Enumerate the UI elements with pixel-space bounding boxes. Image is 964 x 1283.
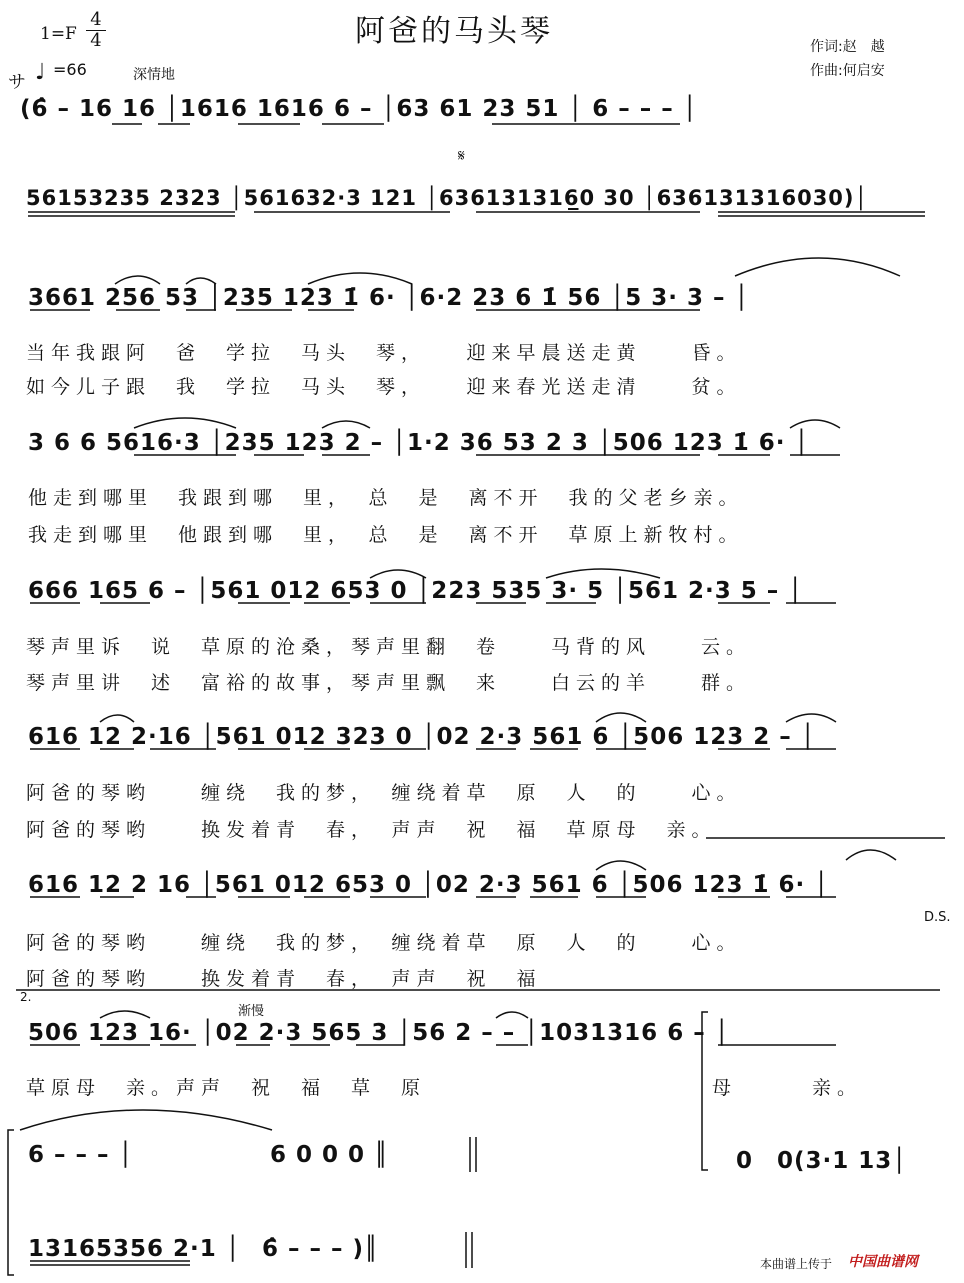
quarter-note-icon: ♩ bbox=[35, 60, 46, 85]
ritardando-marking: 渐慢 bbox=[238, 1004, 265, 1019]
lyric-row-5a: 琴声里诉 说 草原的沧桑，琴声里翻 卷 马背的风 云。 bbox=[26, 636, 752, 658]
score-row-10a: 13165356 2·1 │ bbox=[28, 1236, 241, 1262]
lyric-row-4a: 他走到哪里 我跟到哪 里， 总 是 离不开 我的父老乡亲。 bbox=[28, 487, 744, 509]
score-row-3: 3661 256 53 │235 123 1̇ 6· │6·2 23 6 1̇ 56 │5 3· 3 – │ bbox=[28, 285, 750, 311]
score-row-4: 3 6 6 5616·3 │235 123 2 – │1·2 36 53 2 3 │506 123 1̇ 6· │ bbox=[28, 430, 810, 456]
lyric-row-6b: 阿爸的琴哟 换发着青 春， 声声 祝 福 草原母 亲。 bbox=[26, 819, 717, 841]
meter-top: 4 bbox=[90, 9, 102, 30]
lyric-row-3a: 当年我跟阿 爸 学拉 马头 琴， 迎来早晨送走黄 昏。 bbox=[26, 342, 742, 364]
lyricist-credit: 作词:赵 越 bbox=[810, 39, 885, 55]
lyric-row-7a: 阿爸的琴哟 缠绕 我的梦， 缠绕着草 原 人 的 心。 bbox=[26, 932, 742, 954]
composer-credit: 作曲:何启安 bbox=[810, 63, 885, 79]
lyric-row-8b: 母 亲。 bbox=[712, 1077, 863, 1099]
tempo-marking: =66 bbox=[53, 60, 87, 79]
lyric-row-8a: 草原母 亲。声声 祝 福 草 原 bbox=[26, 1077, 427, 1099]
score-row-7: 616 12 2 16 │561 012 653 0 │02 2·3 561 6 │506 123 1̇ 6· │ bbox=[28, 872, 830, 898]
score-row-1: (6̂ – 16 16 │1616 1616 6 – │63 61 23 51 │ 6 – – – │ bbox=[20, 96, 698, 122]
score-row-10b: 6̂ – – – )║ bbox=[262, 1236, 379, 1262]
score-row-9b: 6 0 0 0 ║ bbox=[270, 1142, 389, 1168]
expression-marking: 深情地 bbox=[133, 67, 175, 83]
lyric-row-7b: 阿爸的琴哟 换发着青 春， 声声 祝 福 bbox=[26, 968, 542, 990]
segno-icon: 𝄋 bbox=[458, 146, 465, 165]
lyric-row-3b: 如今儿子跟 我 学拉 马头 琴， 迎来春光送走清 贫。 bbox=[26, 376, 742, 398]
score-row-9c: 0 0(3·1 13│ bbox=[736, 1148, 908, 1174]
ornament-mark: サ bbox=[8, 72, 26, 93]
score-row-2: 56153235 2323 │561632·3 121 │636131316̲0 30 │636131316030)│ bbox=[26, 186, 869, 210]
ds-marking: D.S. bbox=[924, 910, 951, 925]
score-row-6: 616 12 2·16 │561 012 323 0 │02 2·3 561 6 │506 123 2 – │ bbox=[28, 724, 816, 750]
key-signature: 1=F bbox=[40, 24, 77, 44]
score-row-8: 506 123 16· │02 2·3 565 3 │56 2 – – │1031316 6 – │ bbox=[28, 1020, 730, 1046]
lyric-row-6a: 阿爸的琴哟 缠绕 我的梦， 缠绕着草 原 人 的 心。 bbox=[26, 782, 742, 804]
score-row-5: 666 165 6 – │561 012 653 0 │223 535 3· 5 │561 2·3 5 – │ bbox=[28, 578, 804, 604]
lyric-row-5b: 琴声里讲 述 富裕的故事，琴声里飘 来 白云的羊 群。 bbox=[26, 672, 752, 694]
lyric-row-4b: 我走到哪里 他跟到哪 里， 总 是 离不开 草原上新牧村。 bbox=[28, 524, 744, 546]
ending-label: 2. bbox=[20, 990, 32, 1004]
song-title: 阿爸的马头琴 bbox=[355, 14, 553, 49]
score-row-9a: 6 – – – │ bbox=[28, 1142, 134, 1168]
site-logo: 中国曲谱网 bbox=[848, 1254, 918, 1270]
meter-bottom: 4 bbox=[90, 30, 102, 51]
upload-note: 本曲谱上传于 bbox=[760, 1257, 833, 1271]
